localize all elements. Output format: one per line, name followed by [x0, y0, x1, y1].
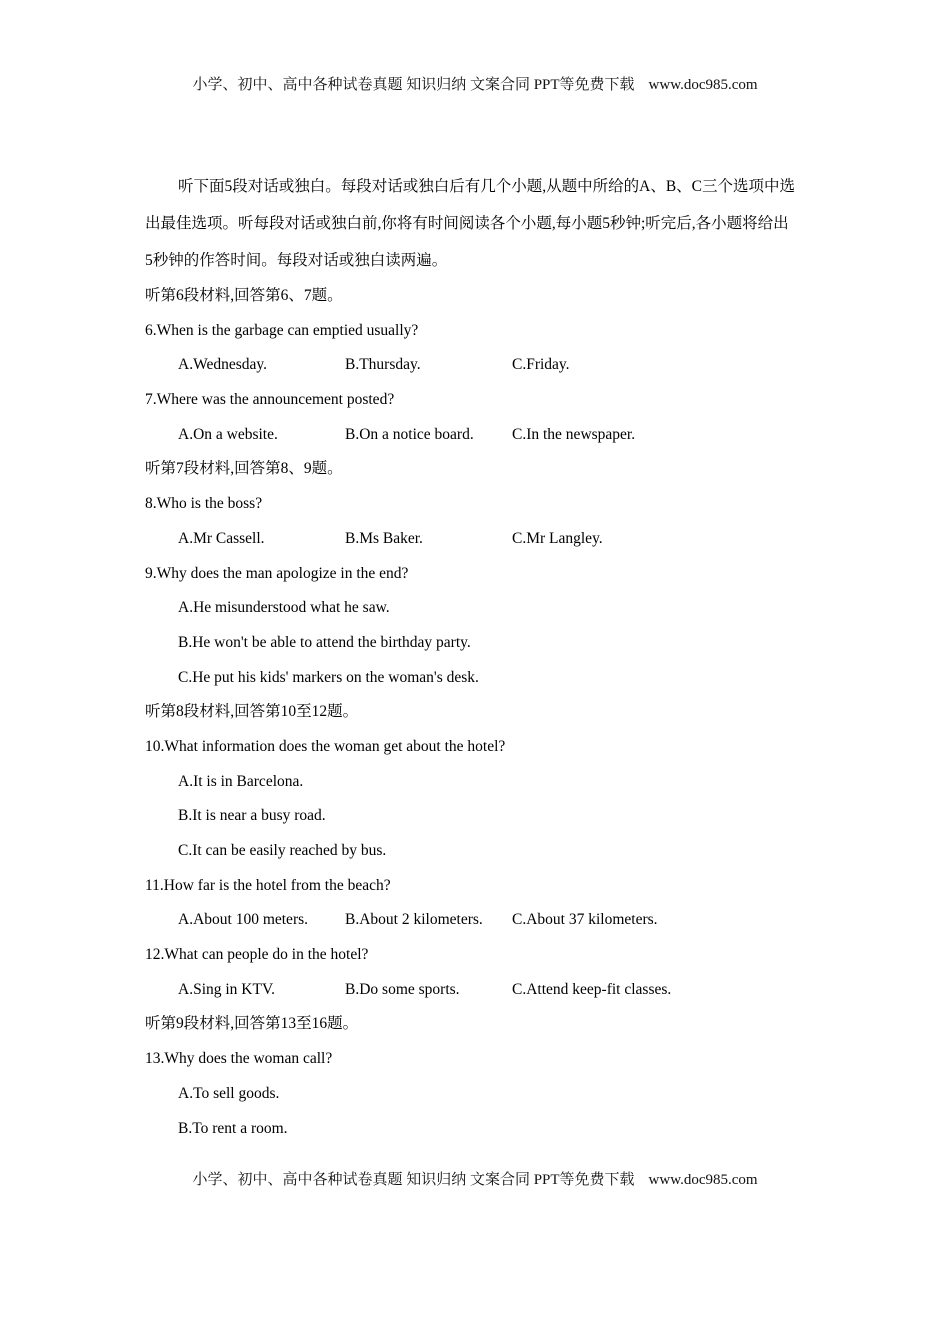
option-a: A.On a website.	[178, 425, 278, 443]
option-a: A.Mr Cassell.	[178, 529, 265, 547]
banner-text: 小学、初中、高中各种试卷真题 知识归纳 文案合同 PPT等免费下载	[192, 1172, 635, 1188]
option-a: A.To sell goods.	[178, 1084, 280, 1102]
option-b: B.It is near a busy road.	[178, 807, 326, 825]
question-12: 12.What can people do in the hotel?	[145, 946, 369, 964]
option-b: B.To rent a room.	[178, 1119, 288, 1137]
banner-url[interactable]: www.doc985.com	[648, 1172, 758, 1188]
option-a: A.Wednesday.	[178, 356, 267, 374]
question-10: 10.What information does the woman get about the hotel?	[145, 737, 506, 755]
options-row	[145, 418, 795, 453]
option-a: A.He misunderstood what he saw.	[178, 599, 390, 617]
banner-url[interactable]: www.doc985.com	[648, 77, 758, 93]
question-6: 6.When is the garbage can emptied usually?	[145, 321, 419, 339]
section-header: 听第6段材料,回答第6、7题。	[145, 287, 343, 304]
question-7: 7.Where was the announcement posted?	[145, 391, 395, 409]
option-c: C.About 37 kilometers.	[512, 911, 658, 929]
option-c: C.In the newspaper.	[512, 425, 636, 443]
options-row	[145, 903, 795, 938]
option-a: A.It is in Barcelona.	[178, 772, 304, 790]
section-header: 听第9段材料,回答第13至16题。	[145, 1015, 359, 1033]
option-b: B.Thursday.	[345, 356, 421, 374]
option-c: C.Mr Langley.	[512, 529, 603, 547]
option-a: A.Sing in KTV.	[178, 980, 276, 998]
option-b: B.Ms Baker.	[345, 529, 423, 547]
document-body	[145, 168, 795, 1146]
banner-text: 小学、初中、高中各种试卷真题 知识归纳 文案合同 PPT等免费下载	[192, 77, 635, 93]
option-b: B.Do some sports.	[345, 980, 460, 998]
section-header: 听第7段材料,回答第8、9题。	[145, 460, 343, 478]
question-11: 11.How far is the hotel from the beach?	[145, 876, 391, 894]
question-8: 8.Who is the boss?	[145, 495, 263, 513]
footer-banner	[0, 1168, 950, 1189]
option-b: B.On a notice board.	[345, 425, 474, 443]
question-13: 13.Why does the woman call?	[145, 1050, 333, 1068]
header-banner	[0, 73, 950, 94]
option-b: B.He won't be able to attend the birthday party.	[178, 633, 471, 651]
option-b: B.About 2 kilometers.	[345, 911, 483, 929]
question-9: 9.Why does the man apologize in the end?	[145, 564, 409, 582]
intro-paragraph: 听下面5段对话或独白。每段对话或独白后有几个小题,从题中所给的A、B、C三个选项中选出最佳选项。听每段对话或独白前,你将有时间阅读各个小题,每小题5秒钟;听完后,各小题将给出5秒钟的作答时间。每段对话或独白读两遍。	[145, 178, 795, 269]
options-row	[145, 522, 795, 557]
options-row	[145, 348, 795, 383]
option-c: C.It can be easily reached by bus.	[178, 842, 387, 859]
option-c: C.He put his kids' markers on the woman's desk.	[178, 668, 479, 686]
option-c: C.Attend keep-fit classes.	[512, 980, 672, 998]
option-a: A.About 100 meters.	[178, 911, 309, 929]
section-header: 听第8段材料,回答第10至12题。	[145, 703, 359, 721]
options-row	[145, 973, 795, 1008]
option-c: C.Friday.	[512, 356, 570, 374]
